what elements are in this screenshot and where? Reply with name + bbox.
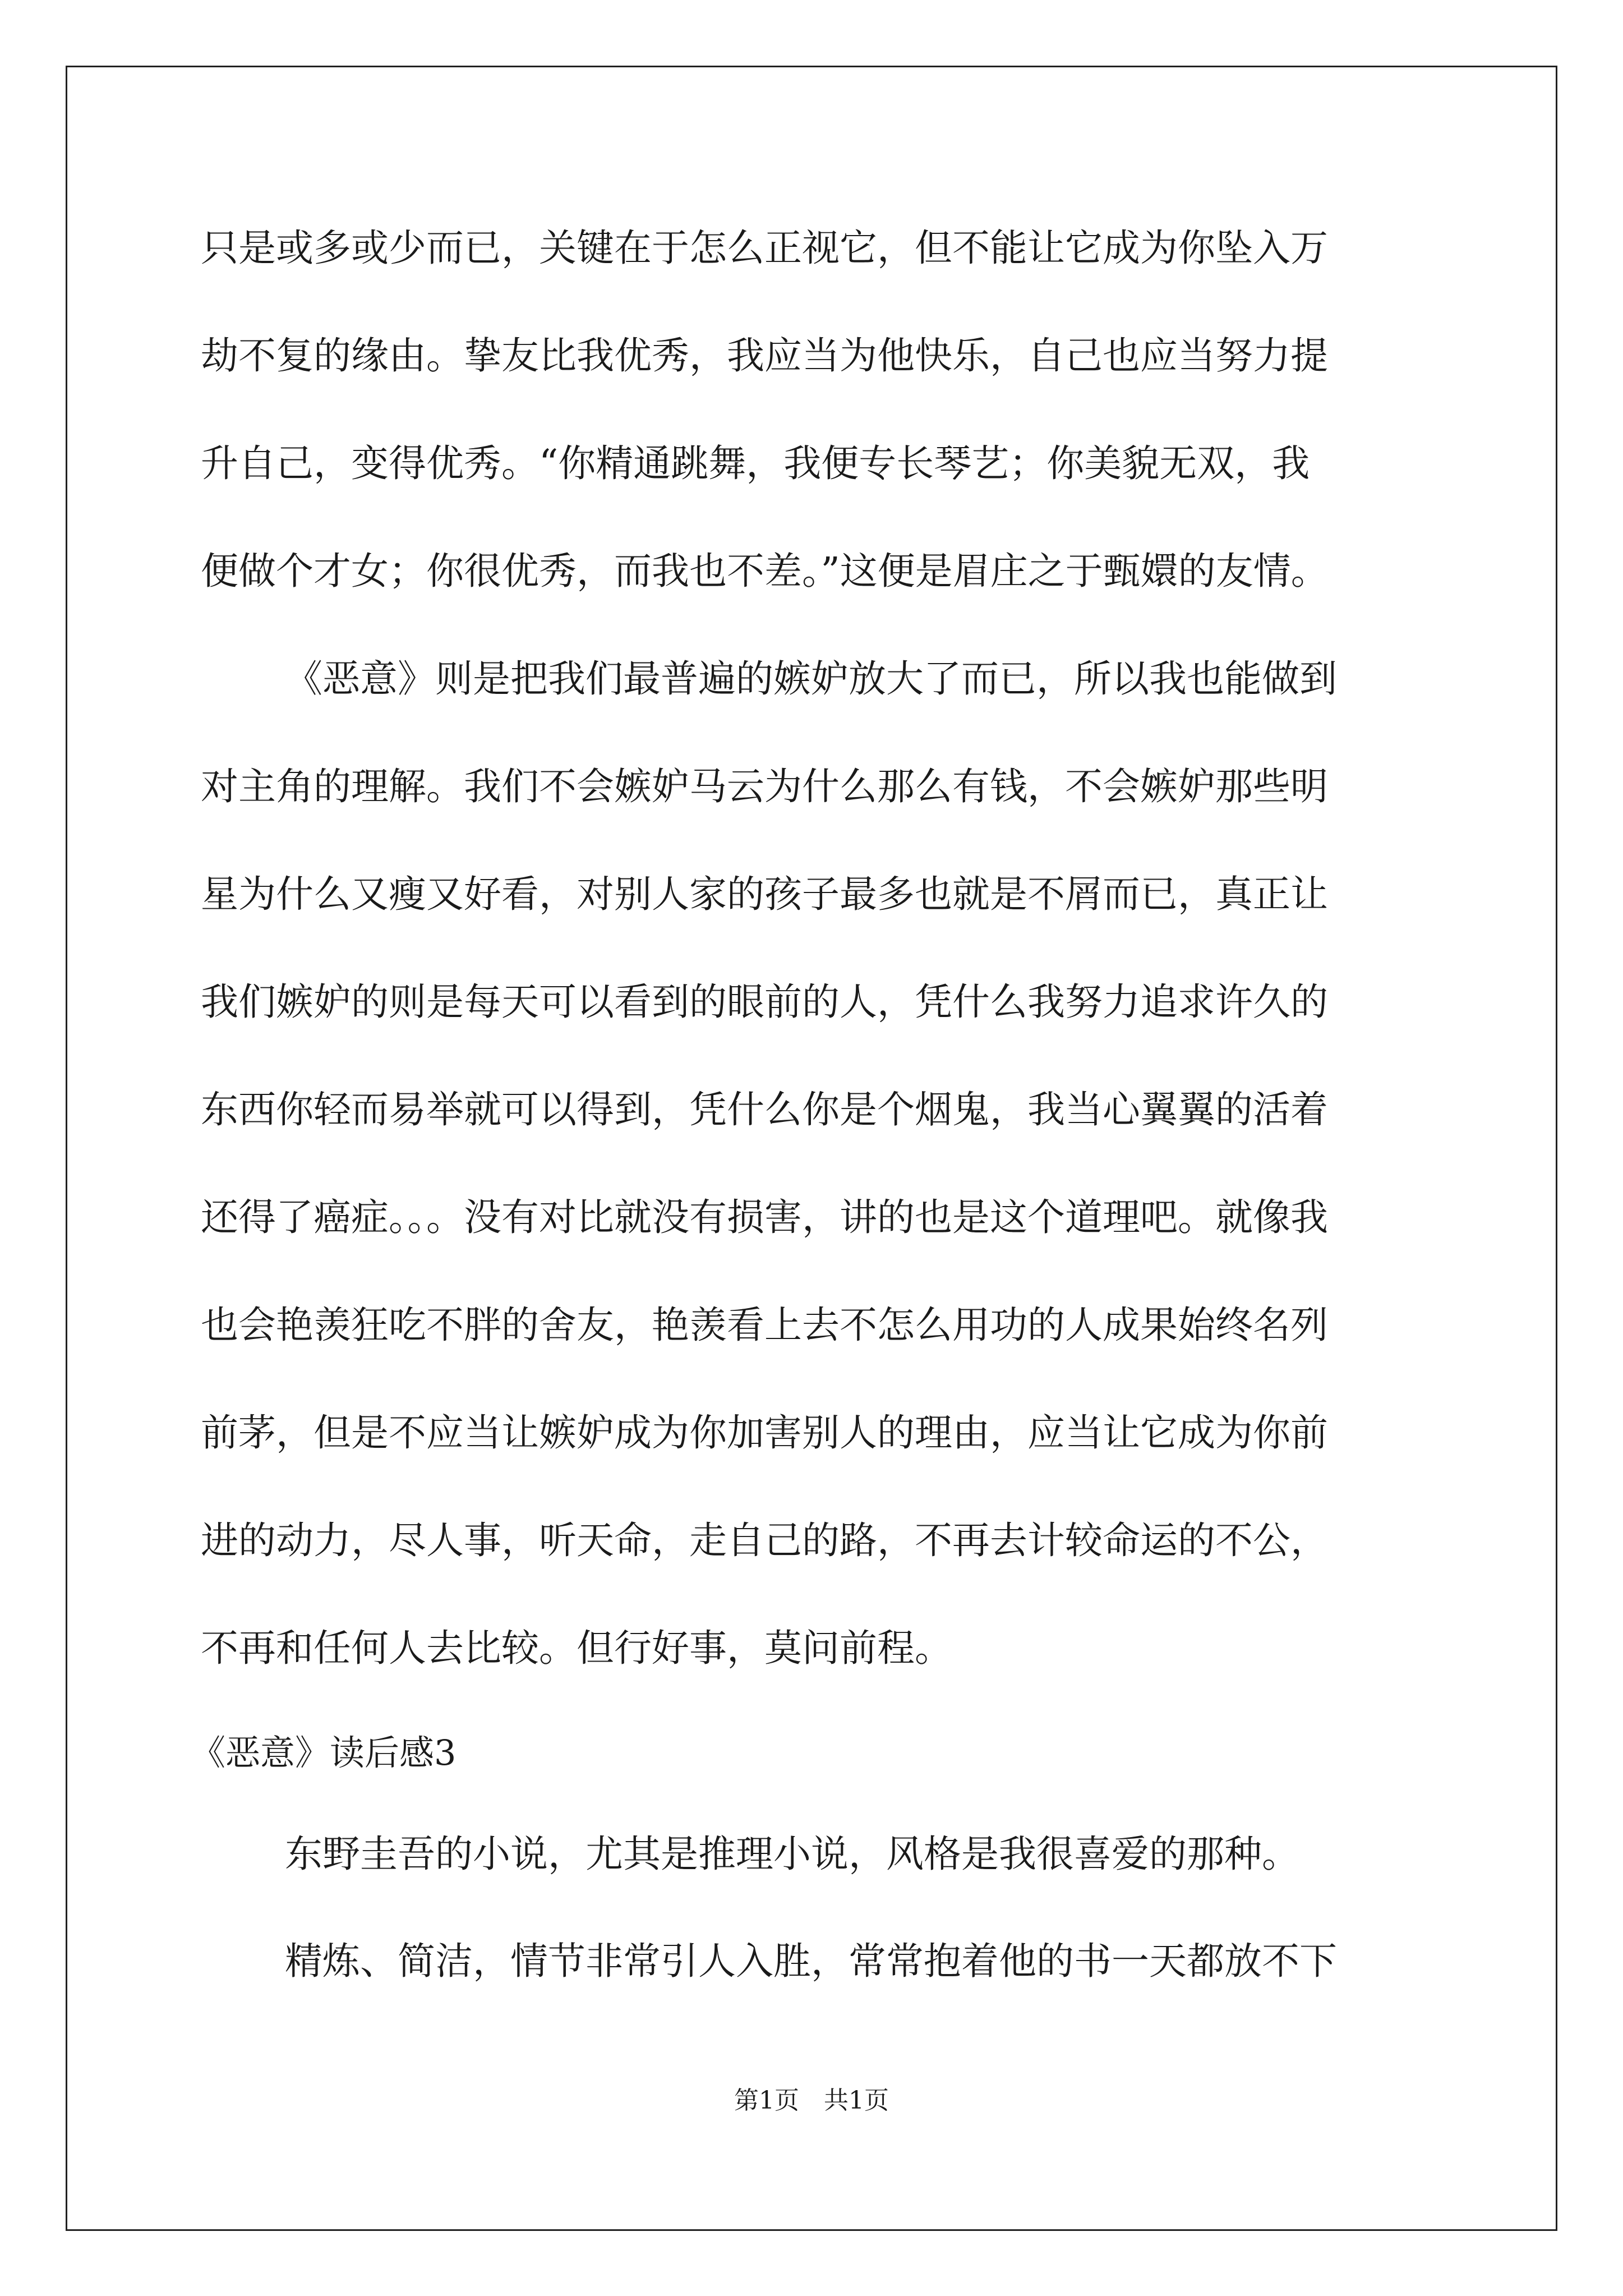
page-border (66, 66, 1557, 2231)
body-line-13: 进的动力，尽人事，听天命，走自己的路，不再去计较命运的不公， (201, 1519, 1328, 1562)
body-line-6: 对主角的理解。我们不会嫉妒马云为什么那么有钱，不会嫉妒那些明 (201, 765, 1328, 808)
body-line-14: 不再和任何人去比较。但行好事，莫问前程。 (201, 1626, 952, 1670)
body-line-4: 便做个才女；你很优秀，而我也不差。”这便是眉庄之于甄嬛的友情。 (201, 549, 1329, 593)
body-line-7: 星为什么又瘦又好看，对别人家的孩子最多也就是不屑而已，真正让 (201, 872, 1328, 916)
body-line-11: 也会艳羡狂吃不胖的舍友，艳羡看上去不怎么用功的人成果始终名列 (201, 1303, 1328, 1347)
body-line-16: 精炼、简洁，情节非常引人入胜，常常抱着他的书一天都放不下 (285, 1939, 1337, 1983)
section-heading: 《恶意》读后感3 (191, 1732, 457, 1773)
body-line-5: 《恶意》则是把我们最普遍的嫉妒放大了而已，所以我也能做到 (285, 657, 1337, 701)
body-line-15: 东野圭吾的小说，尤其是推理小说，风格是我很喜爱的那种。 (285, 1832, 1299, 1876)
body-line-9: 东西你轻而易举就可以得到，凭什么你是个烟鬼，我当心翼翼的活着 (201, 1088, 1328, 1131)
body-line-1: 只是或多或少而已，关键在于怎么正视它，但不能让它成为你坠入万 (201, 226, 1328, 270)
page-number: 第1页 共1页 (734, 2086, 889, 2115)
body-line-8: 我们嫉妒的则是每天可以看到的眼前的人，凭什么我努力追求许久的 (201, 980, 1328, 1024)
body-line-2: 劫不复的缘由。挚友比我优秀，我应当为他快乐，自己也应当努力提 (201, 334, 1328, 378)
body-line-10: 还得了癌症。。。没有对比就没有损害，讲的也是这个道理吧。就像我 (201, 1195, 1328, 1239)
body-line-12: 前茅，但是不应当让嫉妒成为你加害别人的理由，应当让它成为你前 (201, 1411, 1328, 1455)
body-line-3: 升自己，变得优秀。“你精通跳舞，我便专长琴艺；你美貌无双，我 (201, 441, 1310, 485)
